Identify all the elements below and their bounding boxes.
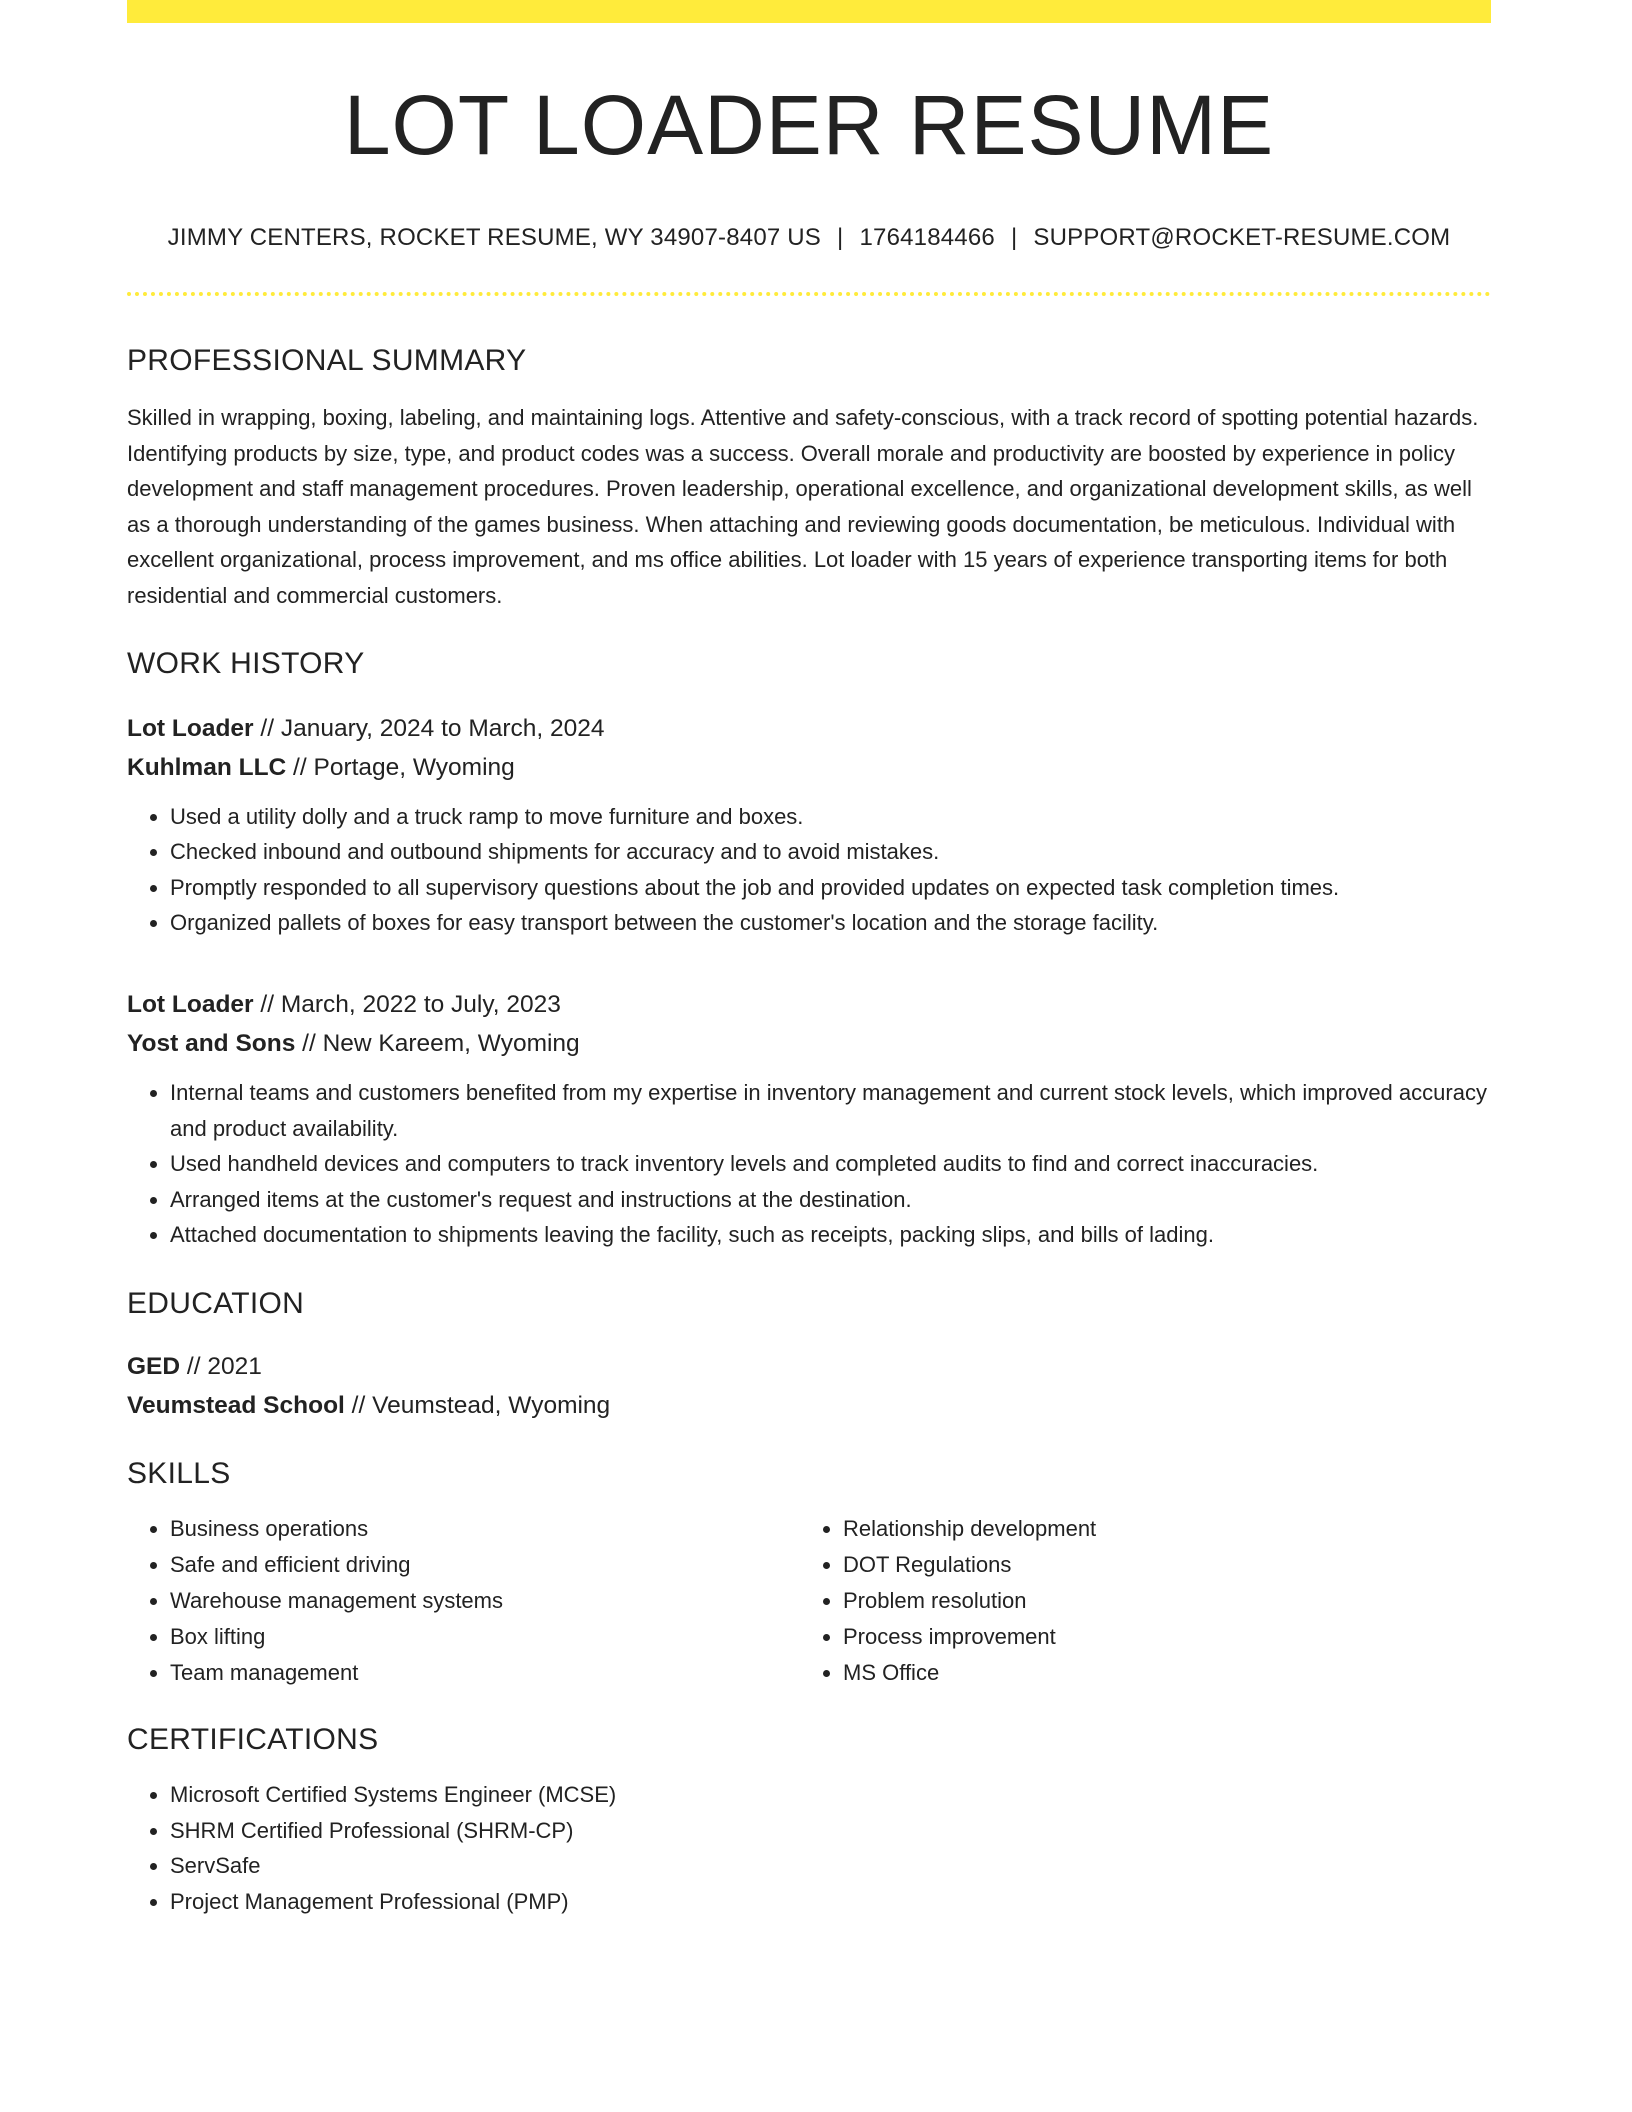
- job-title: Lot Loader: [127, 714, 254, 742]
- summary-text: Skilled in wrapping, boxing, labeling, and maintaining logs. Attentive and safety-conscious, with a track record of spotting potential hazards. Identifying products by size, type, and product codes was a success. Overall morale and productivity are boosted by experience in policy development and staff management procedures. Proven leadership, operational excellence, and organizational development skills, as well as a thorough understanding of the games business. When attaching and reviewing goods documentation, be meticulous. Individual with excellent organizational, process improvement, and ms office abilities. Lot loader with 15 years of experience transporting items for both residential and commercial customers.: [127, 405, 1479, 608]
- contact-line: [127, 224, 1491, 252]
- work-history-heading: WORK HISTORY: [127, 646, 365, 680]
- contact-email: SUPPORT@ROCKET-RESUME.COM: [1033, 224, 1451, 251]
- education-school-line: [127, 1386, 1491, 1425]
- skill-item: • MS Office: [843, 1655, 1473, 1691]
- job-bullet: • Checked inbound and outbound shipments for accuracy and to avoid mistakes.: [170, 834, 1491, 870]
- job-bullets: [127, 799, 1491, 941]
- contact-address: JIMMY CENTERS, ROCKET RESUME, WY 34907-8407 US: [167, 224, 822, 251]
- contact-phone: 1764184466: [859, 224, 995, 251]
- job-title: Lot Loader: [127, 990, 254, 1018]
- summary-heading: PROFESSIONAL SUMMARY: [127, 344, 527, 377]
- job-dates: // January, 2024 to March, 2024: [253, 714, 605, 742]
- job-bullet: • Organized pallets of boxes for easy transport between the customer's location and the storage facility.: [170, 905, 1491, 941]
- job-bullet: • Promptly responded to all supervisory questions about the job and provided updates on expected task completion times.: [170, 870, 1491, 906]
- certification-item: • Project Management Professional (PMP): [170, 1884, 1491, 1920]
- skills-heading: SKILLS: [127, 1456, 231, 1490]
- skill-item: • Warehouse management systems: [170, 1583, 800, 1619]
- job-title-line: [127, 985, 1491, 1024]
- job-company: Yost and Sons: [127, 1029, 296, 1057]
- education-entry: [127, 1347, 1491, 1425]
- skill-item: • Safe and efficient driving: [170, 1547, 800, 1583]
- job-bullet: • Internal teams and customers benefited from my expertise in inventory management and current stock levels, which improved accuracy and product availability.: [170, 1075, 1491, 1146]
- education-heading: EDUCATION: [127, 1286, 305, 1320]
- certification-item: • ServSafe: [170, 1848, 1491, 1884]
- education-year: // 2021: [180, 1352, 262, 1380]
- job-bullet: • Attached documentation to shipments leaving the facility, such as receipts, packing slips, and bills of lading.: [170, 1217, 1491, 1253]
- education-school: Veumstead School: [127, 1391, 345, 1419]
- education-degree-line: [127, 1347, 1491, 1386]
- certifications-heading: CERTIFICATIONS: [127, 1722, 379, 1756]
- job-company-line: [127, 1024, 1491, 1063]
- skill-item: • DOT Regulations: [843, 1547, 1473, 1583]
- job-bullet: • Used a utility dolly and a truck ramp to move furniture and boxes.: [170, 799, 1491, 835]
- contact-separator: |: [837, 224, 844, 251]
- skills-list-left: [127, 1511, 800, 1691]
- skill-item: • Relationship development: [843, 1511, 1473, 1547]
- job-company-line: [127, 748, 1491, 787]
- resume-page: [127, 0, 1491, 1919]
- education-location: // Veumstead, Wyoming: [344, 1391, 611, 1419]
- job-bullet: • Arranged items at the customer's request and instructions at the destination.: [170, 1182, 1491, 1218]
- skill-item: • Box lifting: [170, 1619, 800, 1655]
- education-degree: GED: [127, 1352, 181, 1380]
- job-entry: [127, 985, 1491, 1253]
- job-title-line: [127, 709, 1491, 748]
- certifications-list: [127, 1777, 1491, 1919]
- resume-title: LOT LOADER RESUME: [343, 78, 1275, 172]
- skill-item: • Team management: [170, 1655, 800, 1691]
- certification-item: • SHRM Certified Professional (SHRM-CP): [170, 1813, 1491, 1849]
- job-bullet: • Used handheld devices and computers to track inventory levels and completed audits to find and correct inaccuracies.: [170, 1146, 1491, 1182]
- dotted-divider: [127, 292, 1491, 296]
- job-dates: // March, 2022 to July, 2023: [253, 990, 561, 1018]
- accent-top-bar: [127, 0, 1491, 23]
- skill-item: • Problem resolution: [843, 1583, 1473, 1619]
- job-company: Kuhlman LLC: [127, 753, 287, 781]
- job-bullets: [127, 1075, 1491, 1253]
- skills-columns: [127, 1511, 1491, 1691]
- contact-separator: |: [1010, 224, 1018, 251]
- job-entry: [127, 709, 1491, 941]
- certification-item: • Microsoft Certified Systems Engineer (MCSE): [170, 1777, 1491, 1813]
- job-location: // New Kareem, Wyoming: [295, 1029, 580, 1057]
- skill-item: • Business operations: [170, 1511, 800, 1547]
- skills-list-right: [800, 1511, 1473, 1691]
- skill-item: • Process improvement: [843, 1619, 1473, 1655]
- job-location: // Portage, Wyoming: [286, 753, 515, 781]
